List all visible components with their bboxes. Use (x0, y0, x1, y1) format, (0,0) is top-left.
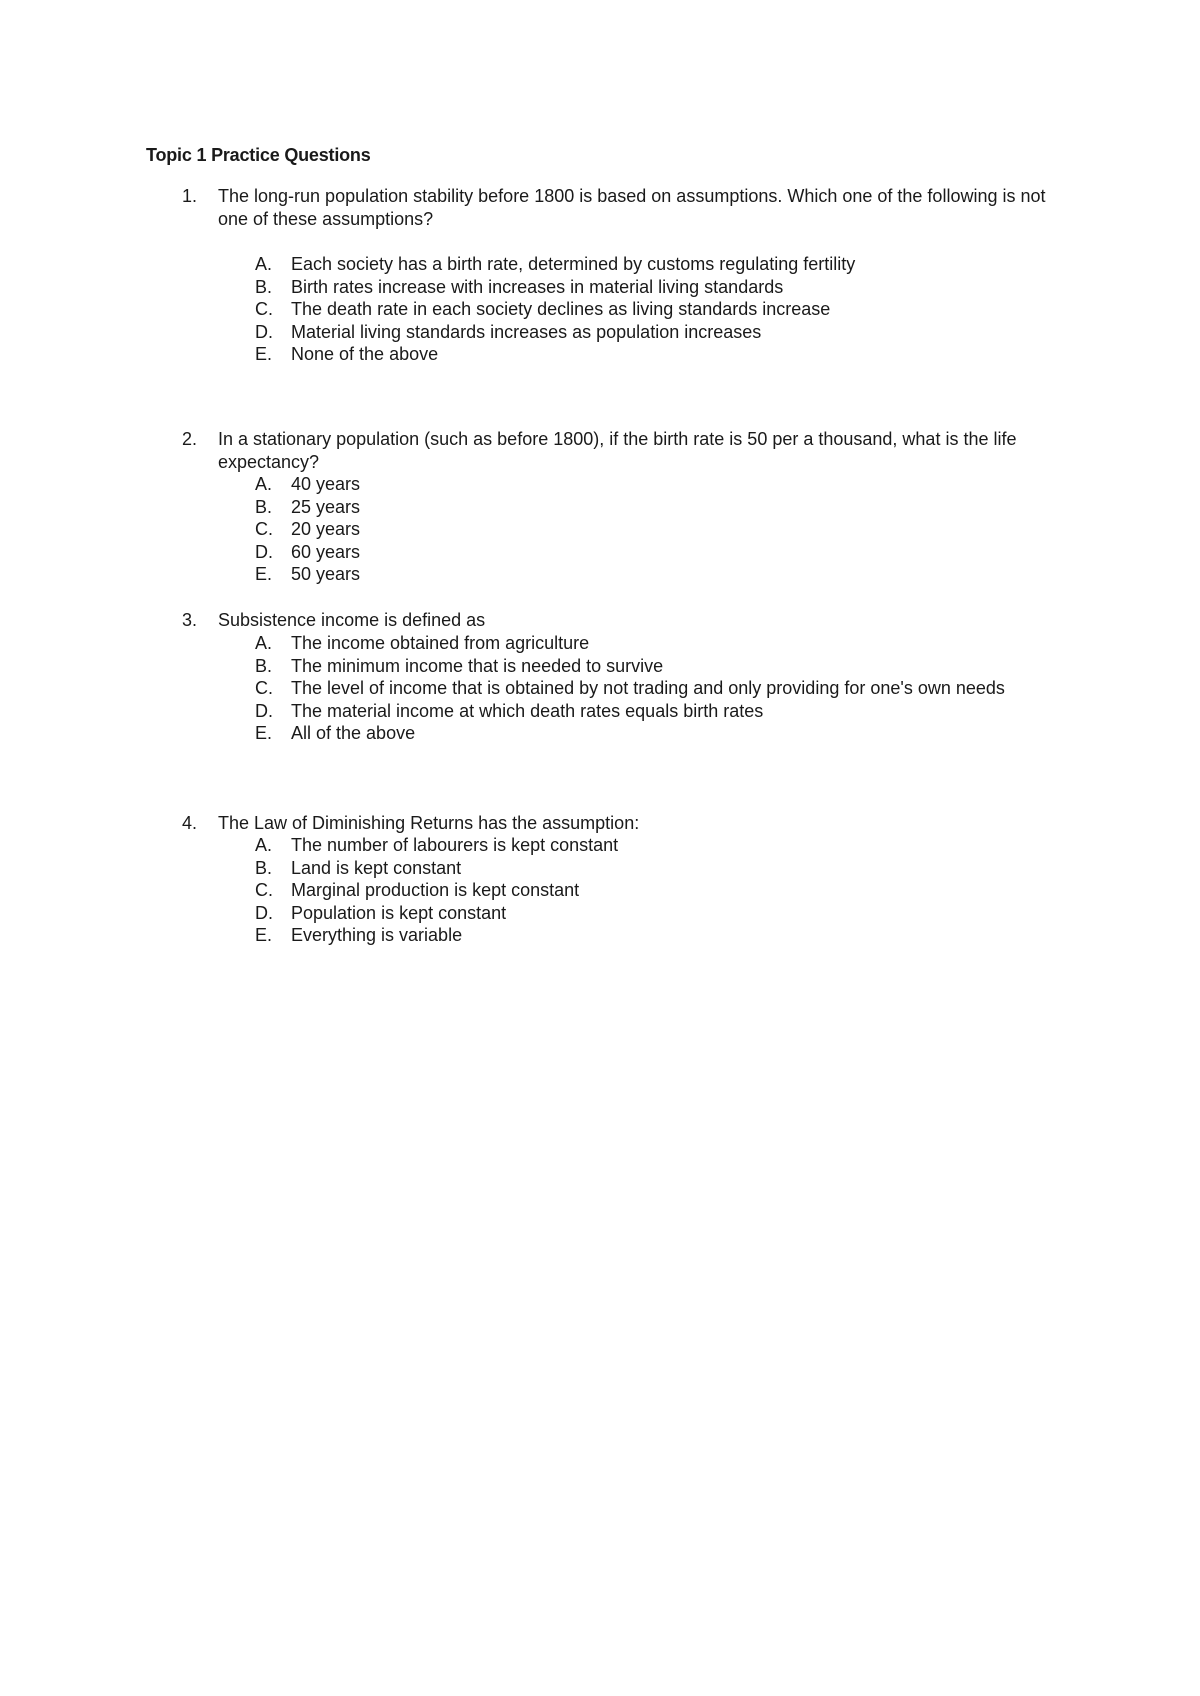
question-text: The Law of Diminishing Returns has the assumption: (218, 813, 640, 833)
option-list (0, 473, 1200, 586)
option-letter: C. (255, 678, 273, 698)
option-text: 50 years (291, 564, 361, 584)
option-text: Material living standards increases as population increases (291, 321, 762, 342)
question-number: 1. (182, 186, 198, 206)
option-item (0, 924, 1200, 947)
option-text: The death rate in each society declines as living standards increase (291, 299, 831, 319)
option-letter: D. (255, 700, 273, 721)
option-letter: A. (255, 633, 273, 653)
question-text: The long-run population stability before 1800 is based on assumptions. Which one of the following is not one of these assumptions? (218, 186, 1046, 229)
option-letter: B. (255, 655, 273, 676)
option-item (0, 298, 1200, 321)
option-item (0, 857, 1200, 880)
option-letter: A. (255, 474, 273, 494)
option-text: Each society has a birth rate, determined by customs regulating fertility (291, 254, 856, 274)
option-letter: B. (255, 857, 273, 878)
option-list (0, 253, 1200, 366)
option-letter: C. (255, 519, 273, 539)
option-letter: E. (255, 723, 273, 743)
option-text: 60 years (291, 541, 361, 562)
option-list (0, 834, 1200, 947)
option-text: The minimum income that is needed to survive (291, 655, 664, 676)
option-text: Everything is variable (291, 925, 463, 945)
option-text: Population is kept constant (291, 902, 507, 923)
option-letter: D. (255, 321, 273, 342)
option-text: The material income at which death rates equals birth rates (291, 700, 764, 721)
option-text: The income obtained from agriculture (291, 633, 590, 653)
option-item (0, 722, 1200, 745)
option-letter: D. (255, 541, 273, 562)
option-letter: B. (255, 496, 273, 517)
option-item (0, 473, 1200, 496)
option-text: 25 years (291, 496, 361, 517)
option-text: The number of labourers is kept constant (291, 835, 619, 855)
option-text: None of the above (291, 344, 439, 364)
option-item (0, 677, 1200, 700)
option-item (0, 879, 1200, 902)
option-item (0, 321, 1200, 344)
option-letter: A. (255, 835, 273, 855)
option-text: Marginal production is kept constant (291, 880, 580, 900)
option-list (0, 632, 1200, 745)
page-title: Topic 1 Practice Questions (146, 145, 371, 165)
option-item (0, 518, 1200, 541)
option-item (0, 496, 1200, 519)
option-item (0, 253, 1200, 276)
option-item (0, 632, 1200, 655)
option-item (0, 343, 1200, 366)
question-text: In a stationary population (such as before 1800), if the birth rate is 50 per a thousand, what is the life expectancy? (218, 429, 1017, 472)
option-item (0, 541, 1200, 564)
option-text: All of the above (291, 723, 416, 743)
option-text: Birth rates increase with increases in material living standards (291, 276, 784, 297)
option-text: 40 years (291, 474, 361, 494)
option-text: The level of income that is obtained by not trading and only providing for one's own needs (291, 678, 1005, 698)
option-text: 20 years (291, 519, 361, 539)
question-number: 4. (182, 813, 198, 833)
question-number: 3. (182, 610, 198, 630)
option-item (0, 276, 1200, 299)
option-letter: E. (255, 564, 273, 584)
option-item (0, 902, 1200, 925)
option-letter: E. (255, 344, 273, 364)
option-item (0, 563, 1200, 586)
option-text: Land is kept constant (291, 857, 462, 878)
question-text: Subsistence income is defined as (218, 610, 486, 630)
option-item (0, 655, 1200, 678)
option-letter: B. (255, 276, 273, 297)
option-item (0, 700, 1200, 723)
option-letter: C. (255, 299, 273, 319)
option-letter: D. (255, 902, 273, 923)
option-letter: C. (255, 880, 273, 900)
option-item (0, 834, 1200, 857)
option-letter: E. (255, 925, 273, 945)
question-number: 2. (182, 429, 198, 449)
option-letter: A. (255, 254, 273, 274)
